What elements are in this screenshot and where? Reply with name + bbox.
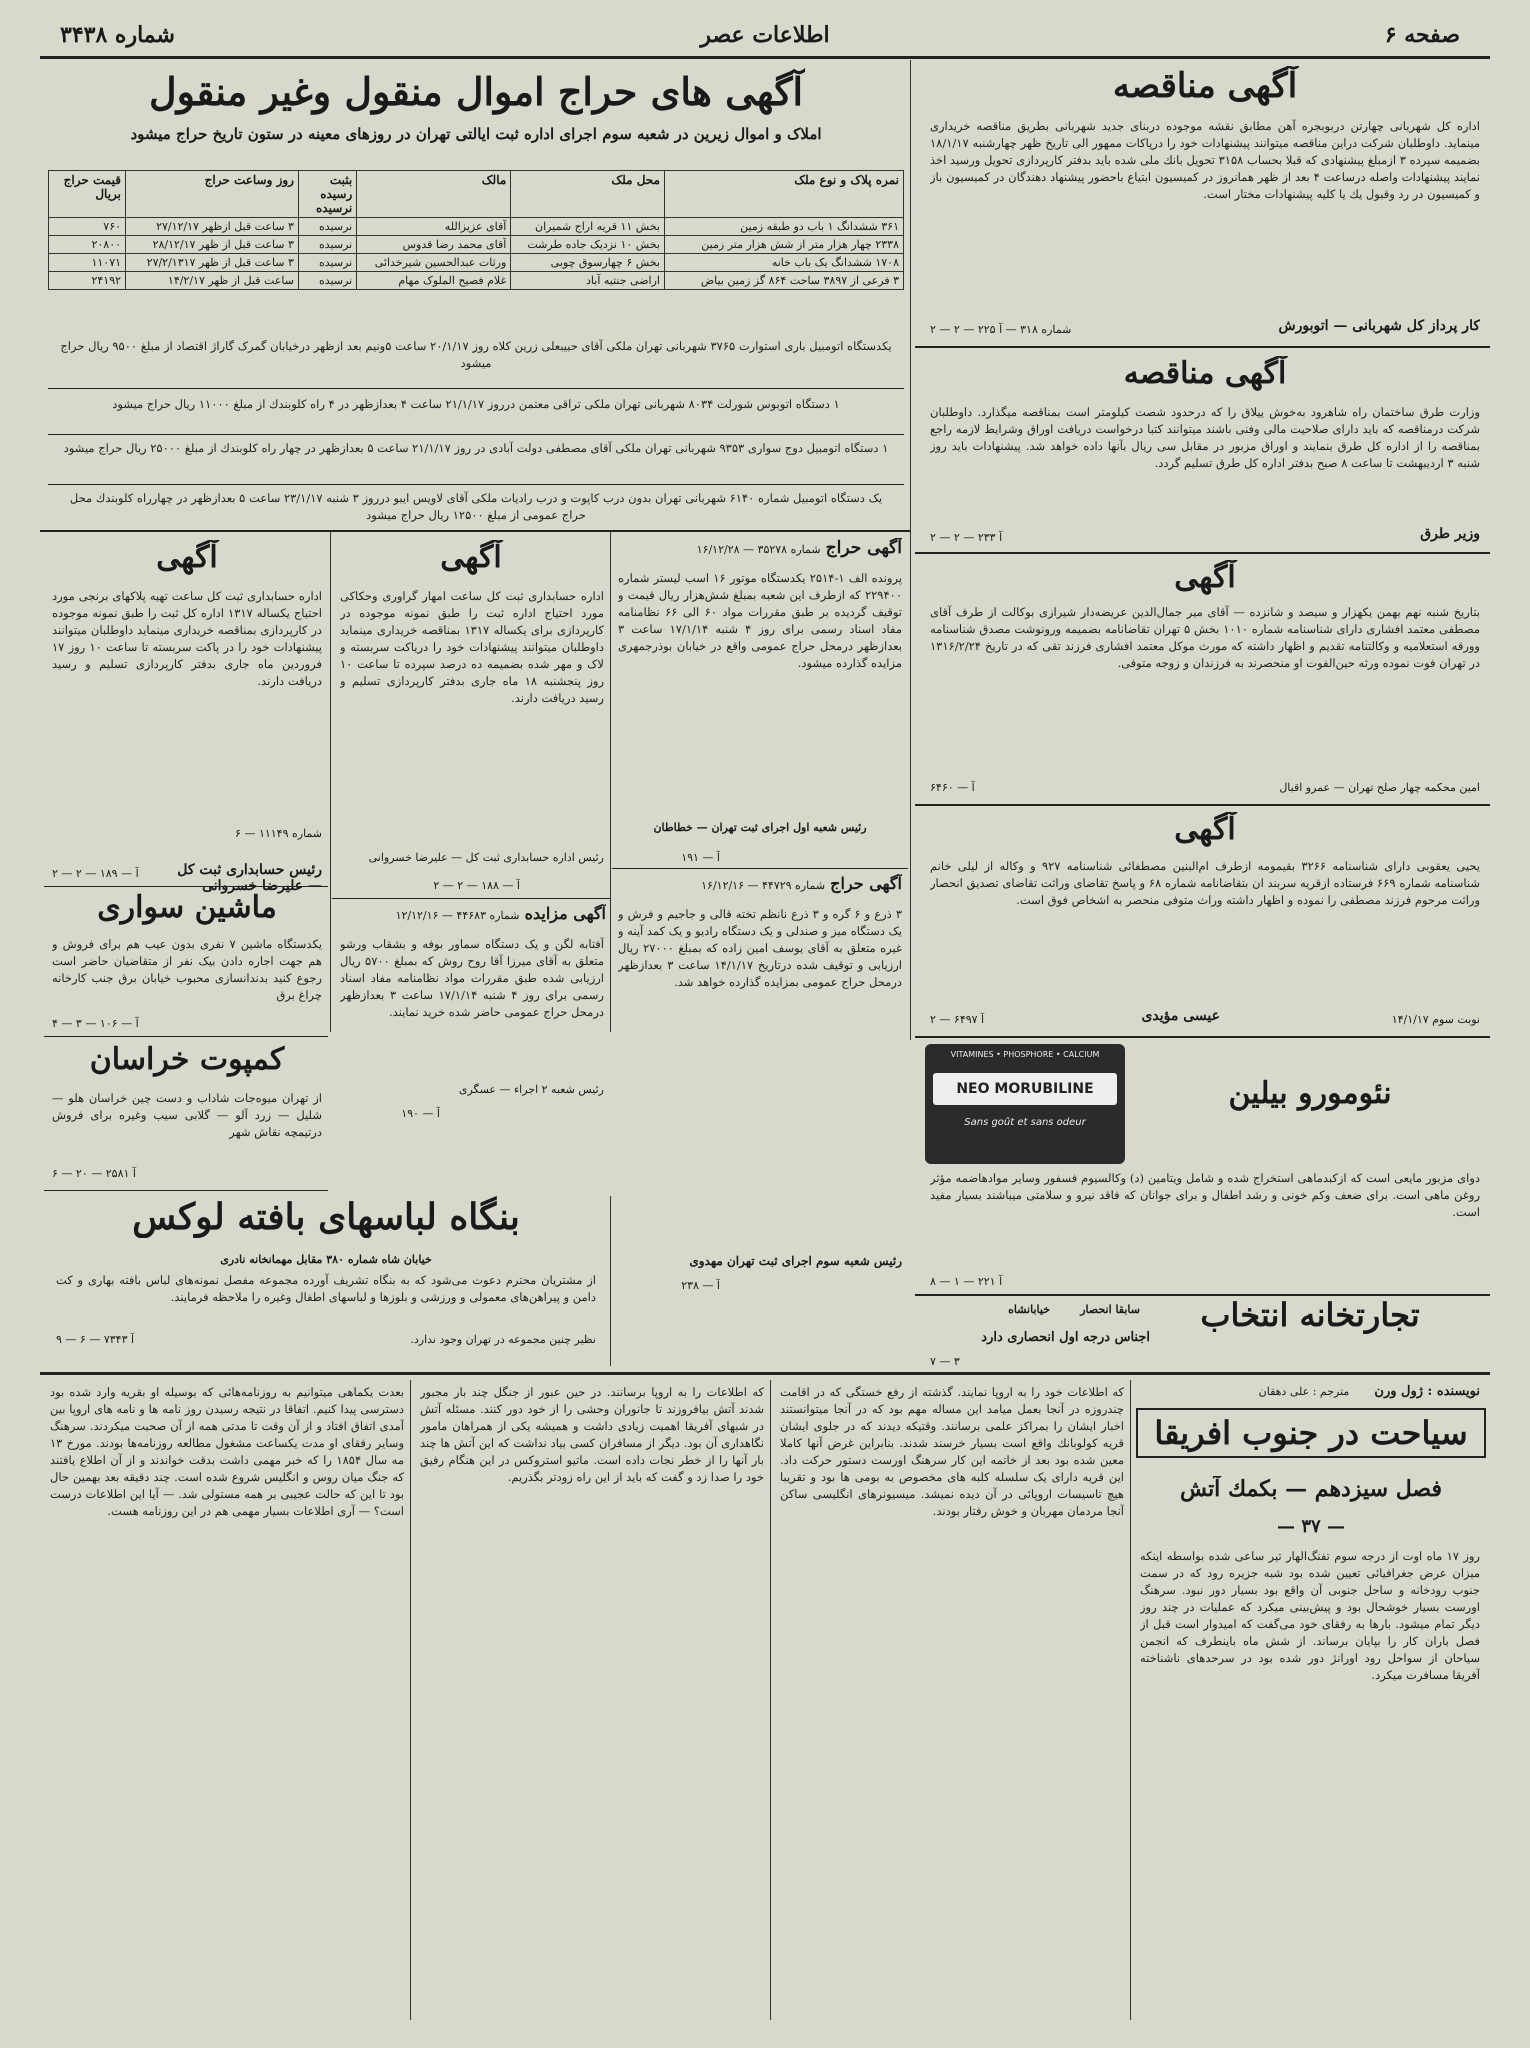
divider [44, 886, 328, 887]
neo-footer: آ ۲۲۱ — ۱ — ۸ [930, 1275, 1003, 1288]
column-rule [910, 60, 911, 1040]
tender2-signer: وزیر طرق [1420, 526, 1480, 542]
bongah-address: خیابان شاه شماره ۳۸۰ مقابل مهمانخانه نادری [220, 1253, 432, 1266]
notice-left-body: اداره حسابداری ثبت کل ساعت تهیه پلاکهای برنجی مورد احتیاج یکساله ۱۳۱۷ اداره کل ثبت را طبق نمونه موجوده در کارپردازی بمناقصه خریداری مینماید داوطلبان میتوانند پیشنهادات خود را در پاکت سربسته تا ساعت ۱۰ روز ۱۷ فروردین ماه جاری بدفتر کارپردازی تسلیم و رسید دریافت دارند. [52, 589, 322, 688]
divider [48, 388, 904, 389]
divider [332, 898, 610, 899]
auction-note-2: ۱ دستگاه اتوبوس شورلت ۸۰۳۴ شهربانی تهران ملکی تراقی معتمن درروز ۲۱/۱/۱۷ ساعت ۴ بعدازظهر در ۴ راه کلوبندك از مبلغ ۱۱۰۰۰ ریال حراج میشود [112, 397, 840, 411]
auction-table [48, 170, 904, 290]
auction3-title: آگهی مزایده [524, 904, 606, 923]
tender2-body: وزارت طرق ساختمان راه شاهرود به‌خوش ییلاق را که درحدود شصت کیلومتر است بمناقصه میگذارد. داوطلبان شرکت درمناقصه که باید دارای صلاحیت مالی وفنی باشند میتوانند کتبا درخواست دریافت اوراق وشرایط لازمه راجع بمناقصه را از اداره کل طرق بنمایند و اوراق مزبور در مقابل سی ریال بآنها داده خواهد شد. پیشنهادات باید روز شنبه ۳ اردیبهشت تا ساعت ۸ صبح بدفتر اداره کل طرق تسلیم گردد. [930, 405, 1480, 470]
notice1-signer: رئیس اداره حسابداری ثبت کل — علیرضا خسروانی [368, 851, 604, 864]
divider [40, 1372, 1490, 1375]
table-row: ۳ فرعی از ۳۸۹۷ ساحت ۸۶۴ گز زمین بیاض اراضی جنتیه آباد غلام فصیح الملوک مهام نرسیده ساعت قبل از ظهر ۱۴/۲/۱۷ ۲۴۱۹۲ [49, 272, 904, 290]
auction-note-3: ۱ دستگاه اتومبیل دوج سواری ۹۳۵۳ شهربانی تهران ملکی آقای مصطفی دولت آبادی در روز ۲۱/۱/۱۷ ساعت ۵ بعدازظهر در چهار راه کلوبندك از مبلغ ۲۵۰۰۰ ریال حراج میشود [63, 441, 889, 455]
auction2-signer: رئیس شعبه سوم اجرای ثبت تهران مهدوی [689, 1254, 902, 1268]
car-footer: آ — ۱۰۶ — ۳ — ۴ [52, 1017, 139, 1030]
car-body: یکدستگاه ماشین ۷ نفری بدون عیب هم برای فروش و هم جهت اجاره دادن بیک نفر از متقاضیان حاضر است رجوع کنید بدندانسازی محبوب خیابان برق جنب کارخانه چراغ برق [52, 937, 322, 1002]
neo-logo-brand: NEO MORUBILINE [933, 1073, 1117, 1105]
divider [915, 346, 1490, 348]
column-rule [1130, 1380, 1131, 2020]
divider [40, 530, 910, 532]
column-rule [330, 532, 331, 1032]
tender1-body: اداره کل شهربانی چهارتن دربوبجره آهن مطابق نقشه موجوده دربنای جدید شهربانی بطریق مناقصه خریداری مینماید. داوطلبان شرکت دراین مناقصه میتوانند پیشنهادات خود را درپاکات ممهور الی تاریخ ظهر چهارشنبه ۱۸/۱/۱۷ بضمیمه سپرده ۳ ازمبلغ پیشنهادی که قبلا بحساب ۳۱۵۸ تحویل بانك ملی شده باید بدفتر کارپردازی تحویل ورسید اخذ نمایند پیشنهادات واصله درساعت ۴ بعد از ظهر همانروز در کمیسیون ابتیاع باحضور پیشنهاد دهندگان در کمیسیون باز و کمیسیون در رد وقبول یك یا کلیه پیشنهادات مختار است. [930, 119, 1480, 201]
kompot-footer: آ ۲۵۸۱ — ۲۰ — ۶ [52, 1167, 136, 1180]
notice-left-title: آگهی [156, 540, 218, 575]
divider [612, 868, 908, 869]
serial-title: سیاحت در جنوب افریقا [1136, 1408, 1486, 1458]
col-header-price: قیمت حراج بریال [49, 171, 126, 218]
serial-col2: که اطلاعات خود را به اروپا نمایند. گذشته از رفع خستگی که در اقامت چندروزه در آنجا بعمل میامد این مساله مهم بود که در آنجا میتوانستند اخبار ایشان را بمراکز علمی برسانند. وقتیکه دیدند که در جلوی ایشان قریه کولوبانك واقع است بسیار خرسند شدند. بنابراین غرض آنها کاملا معین شده بود بعد از خاتمه این کار سرهنگ اورست دستور حرکت داد. این قریه دارای یک سلسله کلبه های مخصوص به بومی ها بود و تقریبا هیچ تاسیسات اروپائی در آن دیده نمیشد. میسیونرهای انگلیسی ساکن آنجا مردمان مهربان و خوش رفتار بودند. [780, 1385, 1124, 1518]
table-row: ۱۷۰۸ ششدانگ یک باب خانه بخش ۶ چهارسوق چوبی ورثات عبدالحسین شیرخدائی نرسیده ۳ ساعت قبل از ظهر ۲۷/۲/۱۳۱۷ ۱۱۰۷۱ [49, 254, 904, 272]
kompot-title: کمپوت خراسان [89, 1042, 285, 1077]
notice1-body: اداره حسابداری ثبت کل ساعت امهار گراوری وحکاکی مورد احتیاج اداره ثبت را طبق نمونه موجوده در کارپردازی برای یکساله ۱۳۱۷ بمناقصه خریداری مینماید داوطلبان میتوانند پیشنهادات خود را دریاکت سربسته و لاک و مهر شده بضمیمه ده درصد سپرده تا ساعت ۱۰ روز پنجشنبه ۱۸ ماه جاری بدفتر کارپردازی تسلیم و رسید دریافت دارند. [340, 589, 604, 705]
notice-right1-footer: آ — ۶۴۶۰ [930, 781, 975, 794]
notice-right2-title: آگهی [1174, 812, 1236, 847]
masthead-rule [40, 56, 1490, 59]
bongah-footer: آ ۷۳۴۳ — ۶ — ۹ [56, 1333, 135, 1346]
divider [44, 1036, 328, 1037]
column-rule [770, 1380, 771, 2020]
auction2-title: آگهی حراج [830, 874, 902, 893]
col-header-plot: نمره پلاک و نوع ملک [664, 171, 903, 218]
serial-episode: — ۳۷ — [1277, 1516, 1345, 1537]
notice-right2-footer: نوبت سوم ۱۴/۱/۱۷ [1391, 1013, 1480, 1026]
auction2-footer: آ — ۲۳۸ [681, 1279, 720, 1292]
auction-note-1: یکدستگاه اتومبیل باری استوارت ۳۷۶۵ شهربانی تهران ملکی آقای حبیبعلی زرین کلاه روز ۲۰/۱/۱۷ ساعت ۵ونیم بعد ازظهر درخیابان گمرک گاراژ اقتصاد از مبلغ ۹۵۰۰ ریال حراج میشود [60, 339, 892, 370]
col-header-registered: بثبت رسیده نرسیده [298, 171, 356, 218]
auction1-footer: آ — ۱۹۱ [681, 851, 720, 864]
notice-right2-signer: عیسی مؤیدی [1141, 1008, 1220, 1024]
newspaper-title: اطلاعات عصر [700, 22, 830, 48]
tender2-footer: آ ۲۳۳ — ۲ — ۲ [930, 531, 1003, 544]
notice-left-footer: آ — ۱۸۹ — ۲ — ۲ [52, 867, 139, 880]
notice-left-signer: رئیس حسابداری ثبت کل — علیرضا خسروانی [177, 862, 322, 894]
table-row: ۳۶۱ ششدانگ ۱ باب دو طبقه زمین بخش ۱۱ قریه اراج شمیران آقای عزیزالله نرسیده ۳ ساعت قبل ازظهر ۲۷/۱۲/۱۷ ۷۶۰ [49, 218, 904, 236]
column-rule [610, 1196, 611, 1366]
divider [48, 484, 904, 485]
notice-right2-body: یحیی یعقوبی دارای شناسنامه ۳۲۶۶ بقیمومه ازطرف ام‌البنین مصطفائی شناسنامه ۹۲۷ و وکاله از لیلی خانم شناسنامه شماره ۶۶۹ فرستاده ازقریه سربند ان بتقاضانامه شماره ۶۸ و پاسخ تقاضای وراثت تقاضای تصدیق انحصار وراثت مرحوم فرزند مصطفی را نموده و اظهار داشته وراث متوفی منحصر به اشخاص فوق است. [930, 859, 1480, 907]
notice1-title: آگهی [440, 540, 502, 575]
auction1-title: آگهی حراج [825, 538, 902, 558]
divider [915, 552, 1490, 554]
auction1-signer: رئیس شعبه اول اجرای ثبت تهران — خطاطان [653, 821, 867, 834]
kompot-body: از تهران میوه‌جات شاداب و دست چین خراسان هلو — شلیل — زرد آلو — گلابی سیب وغیره برای فروش درتیمچه نقاش شهر [52, 1091, 322, 1139]
auction-table-wrap [48, 170, 904, 330]
column-rule [610, 532, 611, 1032]
bongah-title: بنگاه لباسهای بافته لوکس [132, 1196, 520, 1238]
auction2-body: ۳ ذرع و ۶ گره و ۳ ذرع نانظم تخته قالی و جاجیم و فرش و یک دستگاه میز و صندلی و یک دستگاه رادیو و یک کمد آینه و غیره متعلق به آقای یوسف امین زاده که بمبلغ ۲۷۰۰۰ ریال ارزیابی و توقیف شده درتاریخ ۱۴/۱/۱۷ ساعت ۳ بعدازظهر درمحل حراج عمومی بمزایده گذارده خواهد شد. [618, 907, 902, 989]
auction3-ref: شماره ۴۴۶۸۳ — ۱۲/۱۲/۱۶ [395, 909, 520, 922]
divider [48, 434, 904, 435]
serial-col4: بعدت یکماهی میتوانیم به روزنامه‌هائی که بوسیله او بقریه وارد شده بود دسترسی پیدا کنیم. اتفاقا در نتیجه رسیدن روز نامه ها و نامه های اروپا بین آمدی اتفاق افتاد و از آن وقت تا مدتی همه از آن صحبت میکردند. سرهنگ وسایر رفقای او مدت یکساعت مشغول مطالعه روزنامه‌ها بودند. مورخ ۱۳ مه سال ۱۸۵۴ را که خبر مهمی داشت بدقت خواندند و از آن اطلاع یافتند که جنگ میان روس و انگلیس شروع شده است. چند دقیقه بعد بهمین حال بود تا این که حالت عجیبی بر همه مستولی شد. — آیا این اطلاعات درست است؟ — آری اطلاعات بسیار مهمی هم در این روزنامه هست. [50, 1385, 404, 1518]
divider [915, 804, 1490, 806]
serial-translator: مترجم : علی دهقان [1258, 1385, 1350, 1398]
bongah-body: از مشتریان محترم دعوت می‌شود که به بنگاه تشریف آورده مجموعه مفصل نمونه‌های لباس بافته بهاری و کت دامن و پیراهن‌های معمولی و ورزشی و بلوزها و لباسهای اطفال وغیره را ملاحظه فرمایند. [56, 1273, 596, 1304]
neo-logo [925, 1044, 1125, 1164]
auction1-body: پرونده الف ۱-۲۵۱۴ یکدستگاه موتور ۱۶ اسب لیستر شماره ۲۲۹۴۰۰ که ازطرف این شعبه بمبلغ شش‌هزار ریال قیمت و توقیف گردیده بر طبق مقررات مواد ۶۰ الی ۶۶ نظامنامه مفاد اسناد رسمی برای روز ۴ شنبه ۱۷/۱/۱۴ ساعت ۳ بعدازظهر درمحل حراج عمومی واقع در خیابان بوذرجمهری مزایده گذارده میشود. [618, 571, 902, 670]
auction1-ref: شماره ۳۵۲۷۸ — ۱۶/۱۲/۲۸ [696, 543, 821, 556]
serial-author: نویسنده : ژول ورن [1374, 1384, 1480, 1399]
notice-left-ref: شماره ۱۱۱۴۹ — ۶ [235, 827, 322, 840]
col-header-location: محل ملک [511, 171, 665, 218]
serial-chapter: فصل سیزدهم — بکمك آتش [1180, 1476, 1442, 1502]
serial-col3: که اطلاعات را به اروپا برسانند. در حین عبور از جنگل چند بار مجبور شدند آتش بیافروزند تا جانوران وحشی را از خود دور کنند. مسئله آتش در شبهای آفریقا اهمیت زیادی داشت و همیشه یکی از همراهان مامور نگاهداری آن بود. دیگر از مسافران کسی بیاد نداشت که این آتش ها چند بار آنها را از خطر نجات داده است. ماتیو استروکس در این هنگام رفیق خود را صدا زد و گفت که باید از این راه زودتر بگذریم. [420, 1385, 764, 1484]
auction3-body: آفتابه لگن و یک دستگاه سماور بوفه و بشقاب ورشو متعلق به آقای میرزا آقا روح روش که بمبلغ ۵۷۰۰ ریال ارزیابی شده طبق مقررات مواد نظامنامه مفاد اسناد رسمی برای روز ۴ شنبه ۱۷/۱/۱۴ ساعت ۳ بعدازظهر درمحل حراج عمومی حاضر شده خرید نمایند. [340, 937, 604, 1019]
auction3-signer: رئیس شعبه ۲ اجراء — عسگری [458, 1083, 604, 1096]
page-number: صفحه ۶ [1384, 22, 1460, 48]
neo-title: نئومورو بیلین [1228, 1076, 1392, 1111]
divider [915, 1036, 1490, 1038]
notice-right1-signer: امین محکمه چهار صلح تهران — عمرو اقبال [1279, 781, 1480, 794]
notice-right1-title: آگهی [1174, 560, 1236, 595]
tender1-footer: شماره ۳۱۸ — آ ۲۲۵ — ۲ — ۲ [930, 323, 1072, 336]
tejarat-title: تجارتخانه انتخاب [1200, 1296, 1420, 1334]
tender1-signer: کار پرداز کل شهربانی — اتوبورش [1278, 318, 1480, 334]
tender2-title: آگهی مناقصه [1123, 356, 1287, 391]
notice-right2-ref: آ ۶۴۹۷ — ۲ [930, 1013, 985, 1026]
notice1-footer: آ — ۱۸۸ — ۲ — ۲ [433, 879, 520, 892]
divider [44, 1190, 328, 1191]
column-rule [410, 1380, 411, 2020]
tender1-title: آگهی مناقصه [1112, 66, 1298, 106]
auction-subtitle: املاک و اموال زیرین در شعبه سوم اجرای اداره ثبت ایالتی تهران در روزهای معینه در ستون تاریخ حراج میشود [130, 125, 822, 143]
auction-note-4: یک دستگاه اتومبیل شماره ۶۱۴۰ شهربانی تهران بدون درب کاپوت و درب رادیات ملکی آقای لاویس ایبو درروز ۳ شنبه ۲۳/۱/۱۷ ساعت ۵ بعدازظهر در چهارراه کلوبندك محل حراج عمومی از مبلغ ۱۲۵۰۰ ریال حراج میشود [69, 491, 883, 522]
tejarat-footer: ۳ — ۷ [930, 1355, 960, 1368]
tejarat-sub1: اجناس درجه اول انحصاری دارد [981, 1330, 1150, 1345]
neo-logo-bottom: Sans goût et sans odeur [964, 1117, 1086, 1128]
tejarat-sub3: خیابانشاه [1008, 1303, 1050, 1316]
tejarat-sub2: سابقا انحصار [1080, 1303, 1140, 1316]
car-title: ماشین سواری [97, 890, 277, 925]
neo-logo-top: VITAMINES • PHOSPHORE • CALCIUM [950, 1050, 1100, 1059]
serial-col1: روز ۱۷ ماه اوت از درجه سوم تفنگ‌الهار تیر ساعی شده بواسطه اینکه میزان عرض جغرافیائی تعیین شده بود شبه جزیره رود که در سمت جنوب رودخانه و ساحل جنوبی آن واقع بود بسیار دور نبود. سرهنگ اورست بسیار خوشحال بود و پیش‌بینی میکرد که عملیات در چند روز دیگر تمام میشود. بارها به رفقای خود می‌گفت که امیدوار است قبل از فصل باران کار را بپایان برساند. از شش ماه باینطرف که انجمن سیاحان از سواحل رود اورانژ دور شده بود در سرحدهای ناشناخته آفریقا مسافرت میکرد. [1140, 1549, 1480, 1682]
table-row: ۲۳۳۸ چهار هزار متر از شش هزار متر زمین بخش ۱۰ نزدیک جاده طرشت آقای محمد رضا قدوس نرسیده ۳ ساعت قبل از ظهر ۲۸/۱۲/۱۷ ۲۰۸۰۰ [49, 236, 904, 254]
auction3-footer: آ — ۱۹۰ [401, 1107, 440, 1120]
issue-number: شماره ۳۴۳۸ [60, 22, 175, 48]
col-header-date: روز وساعت حراج [126, 171, 299, 218]
notice-right1-body: بتاریخ شنبه نهم بهمن یکهزار و سیصد و شانزده — آقای میر جمال‌الدین عریضه‌دار شیرازی بوکالت از طرف آقای مصطفی معتمد افشاری دارای شناسنامه شماره ۱۰۱۰ بخش ۵ تهران تقاضانامه بضمیمه ورونوشت مصدق شناسنامه وورقه استعلامیه و وکالتنامه تقدیم و اظهار داشته که مورث موکل معتمد افشاری فرزند تقی که در تاریخ ۱۳۱۶/۲/۲۴ در تهران فوت نموده ورثه حین‌الفوت او منحصرند به فرزندان و زوجه متوفی. [930, 605, 1480, 670]
auction-title: آگهی های حراج اموال منقول وغیر منقول [148, 69, 804, 114]
neo-body: دوای مزبور مایعی است که ازکبدماهی استخراج شده و شامل ویتامین (د) وکالسیوم فسفور وسایر موادهاضمه مؤثر روغن ماهی است. برای ضعف وکم خونی و رشد اطفال و برای جوانان که فاقد نیرو و سلامتی میباشند بسیار مفید است. [930, 1171, 1480, 1219]
bongah-note: نظیر چنین مجموعه در تهران وجود ندارد. [410, 1333, 596, 1346]
auction2-ref: شماره ۴۴۷۲۹ — ۱۶/۱۲/۱۶ [701, 879, 826, 892]
col-header-owner: مالک [357, 171, 511, 218]
